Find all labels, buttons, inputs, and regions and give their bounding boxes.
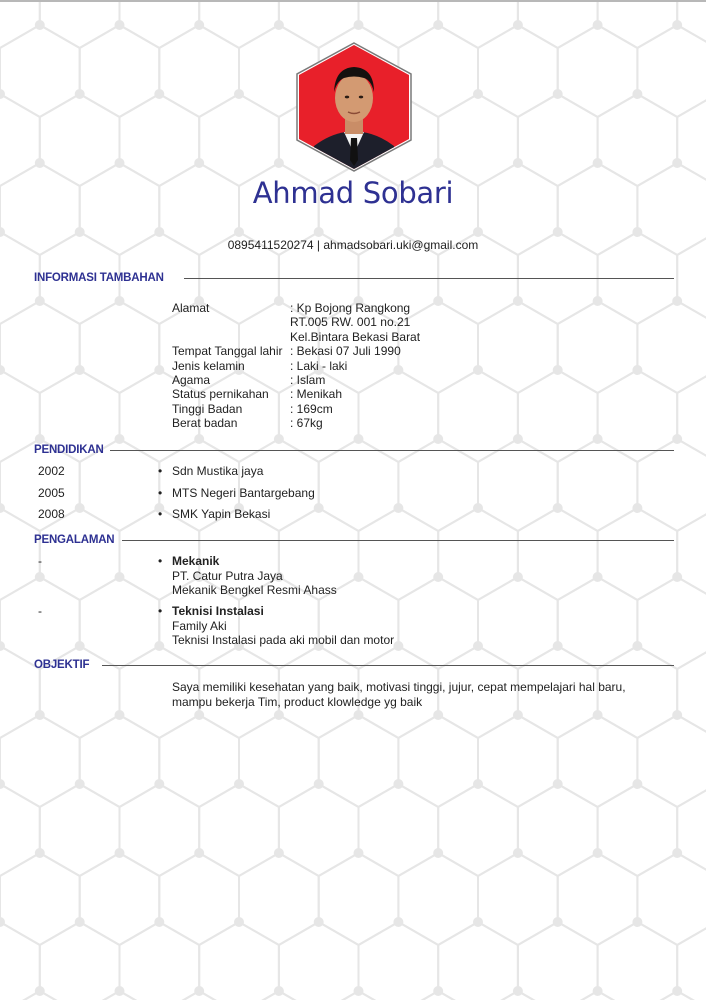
hexagon-pattern-node [354, 434, 364, 444]
hexagon-pattern-node [553, 779, 563, 789]
info-value: : Bekasi 07 Juli 1990 [290, 344, 401, 359]
hexagon-pattern-node [513, 296, 523, 306]
hexagon-pattern-node [35, 434, 45, 444]
hexagon-pattern-node [393, 779, 403, 789]
objective-text: Saya memiliki kesehatan yang baik, motivasi tinggi, jujur, cepat mempelajari hal baru, mampu bekerja Tim, product klowledge yg baik [172, 680, 626, 709]
hexagon-pattern-cell [40, 508, 120, 600]
hexagon-pattern-node [234, 917, 244, 927]
hexagon-pattern-node [593, 710, 603, 720]
info-key: Tinggi Badan [172, 401, 243, 416]
hexagon-pattern-cell [677, 922, 706, 1000]
hexagon-pattern-node [115, 986, 125, 996]
hexagon-pattern-cell [239, 715, 319, 807]
hexagon-pattern-cell [558, 25, 638, 117]
hexagon-pattern-node [393, 503, 403, 513]
hexagon-pattern-node [154, 917, 164, 927]
hexagon-pattern-node [433, 158, 443, 168]
section-divider-objective [102, 665, 674, 666]
education-item [38, 486, 315, 500]
hexagon-pattern-cell [637, 853, 706, 945]
hexagon-pattern-node [593, 986, 603, 996]
hexagon-pattern-node [473, 227, 483, 237]
hexagon-pattern-cell [518, 2, 598, 48]
hexagon-pattern-node [274, 710, 284, 720]
hexagon-pattern-cell [398, 439, 478, 531]
hexagon-pattern-node [393, 917, 403, 927]
hexagon-pattern-node [35, 20, 45, 30]
hexagon-pattern-node [553, 365, 563, 375]
section-title-experience: PENGALAMAN [34, 534, 115, 546]
hexagon-pattern-cell [359, 784, 439, 876]
info-key: Berat badan [172, 416, 238, 431]
hexagon-pattern-cell [0, 715, 80, 807]
info-row [172, 330, 420, 344]
hexagon-pattern-node [314, 503, 324, 513]
section-title-objective: OBJEKTIF [34, 659, 90, 671]
hexagon-pattern-node [513, 158, 523, 168]
education-item [38, 507, 270, 521]
hexagon-pattern-node [274, 848, 284, 858]
hexagon-pattern-node [115, 848, 125, 858]
hexagon-pattern-cell [478, 301, 558, 393]
hexagon-pattern-node [194, 710, 204, 720]
hexagon-pattern-node [354, 848, 364, 858]
hexagon-pattern-node [194, 848, 204, 858]
hexagon-pattern-node [433, 710, 443, 720]
hexagon-pattern-node [433, 20, 443, 30]
hexagon-pattern-cell [637, 301, 706, 393]
info-row [172, 301, 420, 315]
hexagon-pattern-cell [239, 853, 319, 945]
hexagon-pattern-node [632, 779, 642, 789]
hexagon-pattern-node [513, 20, 523, 30]
hexagon-pattern-node [314, 227, 324, 237]
hexagon-pattern-node [433, 848, 443, 858]
experience-detail: Teknisi Instalasi pada aki mobil dan motor [172, 633, 395, 648]
hexagon-pattern-node [553, 917, 563, 927]
hexagon-pattern-cell [279, 922, 359, 1000]
hexagon-pattern-cell [199, 922, 279, 1000]
info-key: Status pernikahan [172, 387, 269, 402]
education-item [38, 464, 263, 478]
hexagon-pattern-node [274, 434, 284, 444]
hexagon-pattern-node [194, 986, 204, 996]
hexagon-pattern-node [35, 710, 45, 720]
hexagon-pattern-node [513, 710, 523, 720]
candidate-name: Ahmad Sobari [252, 176, 454, 210]
hexagon-pattern-cell [159, 715, 239, 807]
hexagon-pattern-cell [319, 715, 399, 807]
hexagon-pattern-node [593, 848, 603, 858]
hexagon-pattern-cell [120, 2, 200, 48]
hexagon-pattern-cell [598, 922, 678, 1000]
education-year: 2008 [38, 507, 65, 521]
hexagon-pattern-node [632, 365, 642, 375]
hexagon-pattern-node [75, 641, 85, 651]
hexagon-pattern-cell [0, 2, 40, 48]
hexagon-pattern-node [354, 20, 364, 30]
hexagon-pattern-node [632, 641, 642, 651]
hexagon-pattern-cell [478, 439, 558, 531]
hexagon-pattern-cell [558, 301, 638, 393]
hexagon-pattern-node [593, 20, 603, 30]
hexagon-pattern-cell [637, 439, 706, 531]
education-school: MTS Negeri Bantargebang [172, 486, 315, 500]
hexagon-pattern-cell [438, 784, 518, 876]
education-school: Sdn Mustika jaya [172, 464, 264, 478]
hexagon-pattern-cell [199, 94, 279, 186]
hexagon-pattern-node [154, 227, 164, 237]
hexagon-pattern-cell [80, 577, 160, 669]
hexagon-pattern-cell [80, 301, 160, 393]
info-row [172, 402, 420, 416]
experience-dash: - [38, 604, 42, 618]
hexagon-pattern-cell [0, 853, 80, 945]
hexagon-pattern-node [553, 89, 563, 99]
hexagon-pattern-cell [0, 25, 80, 117]
experience-title: Mekanik [172, 554, 220, 568]
info-value: Kel.Bintara Bekasi Barat [290, 329, 421, 344]
hexagon-pattern-node [75, 365, 85, 375]
hexagon-pattern-node [632, 89, 642, 99]
education-year: 2002 [38, 464, 65, 478]
hexagon-pattern-cell [518, 370, 598, 462]
hexagon-pattern-cell [598, 784, 678, 876]
hexagon-pattern-node [75, 917, 85, 927]
info-value: : Menikah [290, 387, 343, 402]
hexagon-pattern-node [115, 20, 125, 30]
hexagon-pattern-node [115, 158, 125, 168]
hexagon-pattern-node [553, 227, 563, 237]
hexagon-pattern-node [473, 917, 483, 927]
hexagon-pattern-cell [478, 715, 558, 807]
hexagon-pattern-cell [518, 784, 598, 876]
hexagon-pattern-node [473, 365, 483, 375]
info-row [172, 344, 420, 358]
hexagon-pattern-cell [598, 94, 678, 186]
hexagon-pattern-node [672, 710, 682, 720]
hexagon-pattern-cell [558, 577, 638, 669]
hexagon-pattern-cell [438, 922, 518, 1000]
hexagon-pattern-node [632, 503, 642, 513]
hexagon-pattern-node [115, 296, 125, 306]
hexagon-pattern-cell [438, 94, 518, 186]
hexagon-pattern-cell [120, 94, 200, 186]
hexagon-pattern-node [75, 779, 85, 789]
hexagon-pattern-cell [598, 2, 678, 48]
bullet-icon: • [158, 464, 163, 478]
hexagon-pattern-cell [518, 94, 598, 186]
hexagon-pattern-cell [637, 991, 706, 1000]
hexagon-pattern-node [672, 434, 682, 444]
hexagon-pattern-node [314, 917, 324, 927]
hexagon-pattern-cell [558, 853, 638, 945]
hexagon-pattern-node [194, 158, 204, 168]
hexagon-pattern-cell [359, 922, 439, 1000]
hexagon-pattern-node [672, 848, 682, 858]
hexagon-pattern-cell [558, 715, 638, 807]
hexagon-pattern-node [154, 365, 164, 375]
hexagon-pattern-node [672, 986, 682, 996]
hexagon-pattern-node [75, 89, 85, 99]
hexagon-pattern-node [672, 20, 682, 30]
hexagon-pattern-node [234, 89, 244, 99]
bullet-icon: • [158, 507, 163, 521]
hexagon-pattern-cell [558, 439, 638, 531]
hexagon-pattern-cell [40, 784, 120, 876]
hexagon-pattern-cell [598, 508, 678, 600]
hexagon-pattern-node [593, 572, 603, 582]
hexagon-pattern-cell [478, 853, 558, 945]
info-key: Jenis kelamin [172, 358, 245, 373]
info-value: : Laki - laki [290, 358, 348, 373]
hexagon-pattern-cell [80, 25, 160, 117]
info-value: : 169cm [290, 401, 333, 416]
info-key [172, 315, 290, 329]
hexagon-pattern-cell [637, 577, 706, 669]
section-divider-education [110, 450, 674, 451]
hexagon-pattern-cell [598, 370, 678, 462]
hexagon-pattern-node [632, 227, 642, 237]
hexagon-pattern-cell [0, 922, 40, 1000]
info-value: : Islam [290, 373, 326, 388]
education-year: 2005 [38, 486, 65, 500]
hexagon-pattern-node [513, 434, 523, 444]
info-row [172, 416, 420, 430]
hexagon-pattern-cell [319, 439, 399, 531]
hexagon-pattern-node [115, 572, 125, 582]
bullet-icon: • [158, 486, 163, 500]
hexagon-pattern-cell [159, 25, 239, 117]
info-value: RT.005 RW. 001 no.21 [290, 315, 411, 330]
hexagon-pattern-node [35, 158, 45, 168]
hexagon-pattern-cell [40, 922, 120, 1000]
experience-company: PT. Catur Putra Jaya [172, 568, 283, 583]
experience-title: Teknisi Instalasi [172, 604, 264, 618]
section-title-info: INFORMASI TAMBAHAN [34, 272, 164, 284]
hexagon-pattern-node [354, 986, 364, 996]
info-value: : Kp Bojong Rangkong [290, 301, 411, 315]
hexagon-pattern-node [115, 710, 125, 720]
hexagon-pattern-cell [279, 784, 359, 876]
hexagon-pattern-cell [637, 25, 706, 117]
info-row [172, 373, 420, 387]
hexagon-pattern-node [433, 434, 443, 444]
hexagon-pattern-cell [40, 2, 120, 48]
hexagon-pattern-node [234, 779, 244, 789]
hexagon-pattern-node [553, 503, 563, 513]
info-value: : 67kg [290, 416, 323, 431]
hexagon-pattern-cell [478, 25, 558, 117]
hexagon-pattern-node [35, 572, 45, 582]
hexagon-pattern-node [314, 779, 324, 789]
hexagon-pattern-node [35, 986, 45, 996]
info-key: Alamat [172, 301, 210, 315]
hexagon-pattern-node [433, 986, 443, 996]
hexagon-pattern-node [234, 227, 244, 237]
hexagon-pattern-node [35, 296, 45, 306]
hexagon-pattern-node [194, 434, 204, 444]
hexagon-pattern-node [433, 296, 443, 306]
info-key: Agama [172, 373, 211, 388]
hexagon-pattern-node [473, 779, 483, 789]
info-key: Tempat Tanggal lahir [172, 344, 283, 359]
hexagon-pattern-node [513, 848, 523, 858]
hexagon-pattern-node [513, 986, 523, 996]
experience-company: Family Aki [172, 618, 227, 633]
contact-line: 0895411520274 | ahmadsobari.uki@gmail.com [227, 238, 479, 252]
hexagon-pattern-cell [120, 784, 200, 876]
hexagon-pattern-cell [80, 853, 160, 945]
hexagon-pattern-cell [0, 508, 40, 600]
hexagon-pattern-node [593, 434, 603, 444]
hexagon-pattern-node [593, 296, 603, 306]
hexagon-pattern-cell [398, 715, 478, 807]
hexagon-pattern-cell [0, 577, 80, 669]
hexagon-pattern-node [672, 296, 682, 306]
hexagon-pattern-node [274, 20, 284, 30]
info-row [172, 387, 420, 401]
hexagon-pattern-node [274, 158, 284, 168]
profile-photo [294, 42, 414, 172]
hexagon-pattern-node [473, 503, 483, 513]
hexagon-pattern-cell [40, 94, 120, 186]
hexagon-pattern-node [115, 434, 125, 444]
hexagon-pattern-cell [637, 715, 706, 807]
section-title-education: PENDIDIKAN [34, 444, 104, 456]
hexagon-pattern-cell [518, 922, 598, 1000]
hexagon-pattern-cell [398, 853, 478, 945]
hexagon-pattern-cell [159, 853, 239, 945]
hexagon-pattern-node [393, 227, 403, 237]
hexagon-pattern-cell [199, 784, 279, 876]
hexagon-pattern-node [35, 848, 45, 858]
hexagon-pattern-node [593, 158, 603, 168]
experience-detail: Mekanik Bengkel Resmi Ahass [172, 583, 337, 598]
hexagon-pattern-node [154, 779, 164, 789]
hexagon-pattern-node [672, 572, 682, 582]
hexagon-pattern-cell [0, 784, 40, 876]
hexagon-pattern-node [194, 20, 204, 30]
info-key [172, 330, 290, 344]
hexagon-pattern-node [672, 158, 682, 168]
hexagon-pattern-node [274, 986, 284, 996]
hexagon-pattern-cell [438, 2, 518, 48]
section-divider-info [184, 278, 674, 279]
info-row [172, 315, 420, 329]
hexagon-pattern-cell [438, 370, 518, 462]
hexagon-pattern-node [154, 89, 164, 99]
section-divider-experience [122, 540, 674, 541]
education-school: SMK Yapin Bekasi [172, 507, 271, 521]
hexagon-pattern-node [473, 89, 483, 99]
hexagon-pattern-cell [0, 301, 80, 393]
hexagon-pattern-cell [199, 2, 279, 48]
hexagon-pattern-cell [0, 94, 40, 186]
bullet-icon: • [158, 604, 163, 618]
hexagon-pattern-cell [120, 922, 200, 1000]
hexagon-pattern-cell [319, 853, 399, 945]
hexagon-pattern-node [75, 227, 85, 237]
info-row [172, 359, 420, 373]
bullet-icon: • [158, 554, 163, 568]
hexagon-pattern-node [354, 710, 364, 720]
hexagon-pattern-node [632, 917, 642, 927]
hexagon-pattern-cell [80, 715, 160, 807]
personal-info-list [172, 301, 420, 431]
experience-dash: - [38, 554, 42, 568]
